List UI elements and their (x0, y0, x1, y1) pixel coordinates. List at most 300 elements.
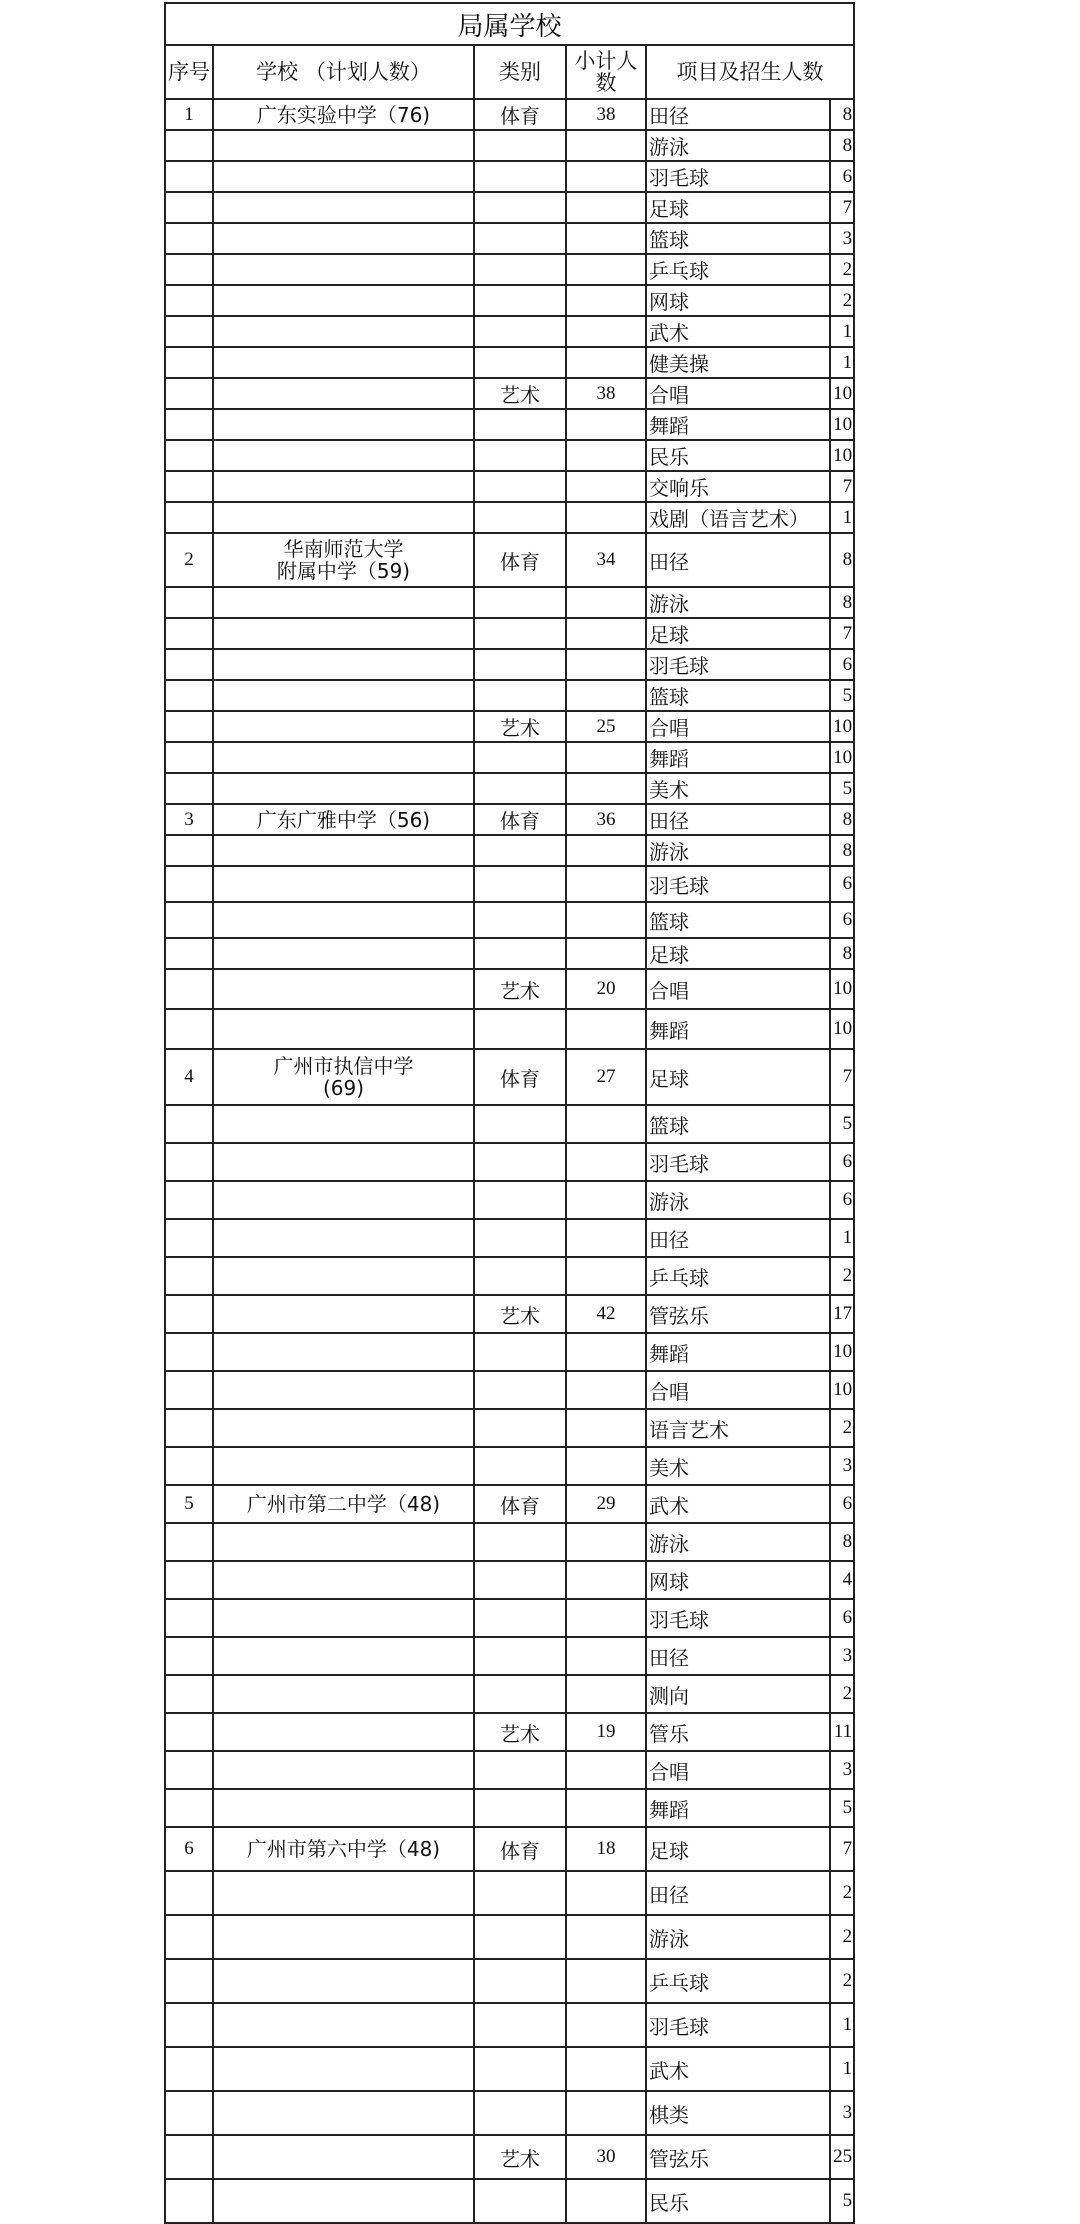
subtotal (566, 1009, 646, 1049)
subtotal (566, 347, 646, 378)
category (474, 440, 566, 471)
school-name-line: 华南师范大学 (283, 537, 404, 561)
table-row (165, 2091, 854, 2135)
item-name: 舞蹈 (646, 1789, 830, 1827)
school-name (213, 1751, 474, 1789)
row-number (165, 2003, 213, 2047)
subtotal: 18 (566, 1827, 646, 1871)
subtotal (566, 1637, 646, 1675)
school-name (213, 533, 474, 587)
category: 体育 (474, 1485, 566, 1523)
category (474, 1751, 566, 1789)
item-name: 合唱 (646, 1371, 830, 1409)
school-name (213, 223, 474, 254)
school-name-line-2: 附属中学（59) (276, 559, 411, 583)
header-row (165, 45, 854, 99)
item-count: 2 (830, 1409, 854, 1447)
school-name (213, 1049, 474, 1105)
category (474, 192, 566, 223)
row-number (165, 130, 213, 161)
item-count: 3 (830, 1447, 854, 1485)
table-row (165, 1599, 854, 1637)
school-name (213, 804, 474, 835)
subtotal (566, 1959, 646, 2003)
subtotal (566, 649, 646, 680)
category (474, 2091, 566, 2135)
item-count: 2 (830, 1871, 854, 1915)
item-count: 6 (830, 161, 854, 192)
item-count: 3 (830, 1751, 854, 1789)
subtotal (566, 1219, 646, 1257)
table-row (165, 1009, 854, 1049)
item-count: 1 (830, 347, 854, 378)
item-name: 游泳 (646, 1523, 830, 1561)
item-count: 1 (830, 2047, 854, 2091)
category: 艺术 (474, 1713, 566, 1751)
table-row (165, 1915, 854, 1959)
item-count: 2 (830, 1915, 854, 1959)
row-number (165, 1561, 213, 1599)
category: 艺术 (474, 1295, 566, 1333)
item-name: 游泳 (646, 835, 830, 866)
school-name-line: 广东实验中学（76) (256, 102, 431, 127)
item-count: 1 (830, 502, 854, 533)
category (474, 471, 566, 502)
subtotal (566, 618, 646, 649)
header-school: 学校 （计划人数） (213, 45, 474, 99)
row-number (165, 969, 213, 1009)
item-count: 5 (830, 2179, 854, 2223)
category (474, 316, 566, 347)
item-count: 8 (830, 804, 854, 835)
table-row (165, 969, 854, 1009)
subtotal (566, 902, 646, 938)
table-row (165, 254, 854, 285)
category (474, 1371, 566, 1409)
item-count: 5 (830, 773, 854, 804)
category (474, 1871, 566, 1915)
item-name: 乒乓球 (646, 254, 830, 285)
row-number (165, 1409, 213, 1447)
table-row (165, 938, 854, 969)
item-name: 田径 (646, 1871, 830, 1915)
subtotal (566, 2179, 646, 2223)
item-count: 5 (830, 1105, 854, 1143)
header-subtotal: 小计人数 (566, 45, 646, 99)
row-number (165, 471, 213, 502)
table-row (165, 1257, 854, 1295)
category (474, 902, 566, 938)
category (474, 223, 566, 254)
category (474, 1257, 566, 1295)
row-number (165, 938, 213, 969)
school-name (213, 1561, 474, 1599)
school-name (213, 2179, 474, 2223)
subtotal: 36 (566, 804, 646, 835)
item-count: 2 (830, 254, 854, 285)
table-row (165, 1049, 854, 1105)
category (474, 161, 566, 192)
item-name: 篮球 (646, 680, 830, 711)
category: 艺术 (474, 969, 566, 1009)
category (474, 130, 566, 161)
category (474, 742, 566, 773)
item-count: 10 (830, 742, 854, 773)
row-number: 3 (165, 804, 213, 835)
table-row (165, 533, 854, 587)
item-name: 舞蹈 (646, 742, 830, 773)
item-count: 7 (830, 1049, 854, 1105)
row-number (165, 773, 213, 804)
item-count: 6 (830, 902, 854, 938)
row-number: 4 (165, 1049, 213, 1105)
row-number (165, 1181, 213, 1219)
school-name (213, 130, 474, 161)
table-row (165, 1333, 854, 1371)
item-name: 合唱 (646, 378, 830, 409)
table-row (165, 1523, 854, 1561)
subtotal (566, 1871, 646, 1915)
item-name: 美术 (646, 1447, 830, 1485)
school-name (213, 680, 474, 711)
item-name: 足球 (646, 1827, 830, 1871)
header-items: 项目及招生人数 (646, 45, 854, 99)
item-name: 舞蹈 (646, 1009, 830, 1049)
row-number (165, 1675, 213, 1713)
subtotal (566, 2003, 646, 2047)
row-number (165, 866, 213, 902)
item-name: 羽毛球 (646, 1143, 830, 1181)
school-name (213, 2091, 474, 2135)
subtotal (566, 440, 646, 471)
item-name: 游泳 (646, 130, 830, 161)
school-name (213, 1219, 474, 1257)
table-row (165, 1181, 854, 1219)
item-name: 羽毛球 (646, 866, 830, 902)
item-count: 4 (830, 1561, 854, 1599)
row-number (165, 711, 213, 742)
table-row (165, 773, 854, 804)
table-row (165, 618, 854, 649)
category (474, 1181, 566, 1219)
item-name: 合唱 (646, 969, 830, 1009)
item-name: 合唱 (646, 711, 830, 742)
category: 艺术 (474, 378, 566, 409)
subtotal (566, 835, 646, 866)
school-name (213, 1915, 474, 1959)
item-count: 7 (830, 471, 854, 502)
item-name: 交响乐 (646, 471, 830, 502)
category (474, 1789, 566, 1827)
school-name (213, 1789, 474, 1827)
school-name (213, 1143, 474, 1181)
item-name: 田径 (646, 1637, 830, 1675)
row-number (165, 2047, 213, 2091)
category (474, 1561, 566, 1599)
table-row (165, 804, 854, 835)
item-count: 8 (830, 99, 854, 130)
item-count: 1 (830, 2003, 854, 2047)
item-name: 戏剧（语言艺术） (646, 502, 830, 533)
subtotal (566, 254, 646, 285)
table-row (165, 440, 854, 471)
item-count: 8 (830, 587, 854, 618)
row-number (165, 161, 213, 192)
subtotal (566, 409, 646, 440)
row-number (165, 1915, 213, 1959)
school-name (213, 587, 474, 618)
school-name-line-2: (69) (322, 1076, 365, 1100)
item-name: 篮球 (646, 902, 830, 938)
school-name (213, 347, 474, 378)
item-name: 游泳 (646, 1915, 830, 1959)
item-count: 6 (830, 1181, 854, 1219)
row-number (165, 378, 213, 409)
category (474, 866, 566, 902)
category: 艺术 (474, 711, 566, 742)
category (474, 1637, 566, 1675)
category (474, 409, 566, 440)
table-row (165, 1827, 854, 1871)
row-number: 6 (165, 1827, 213, 1871)
table-row (165, 1409, 854, 1447)
item-name: 武术 (646, 1485, 830, 1523)
item-count: 5 (830, 680, 854, 711)
item-name: 民乐 (646, 440, 830, 471)
row-number (165, 254, 213, 285)
item-count: 10 (830, 1371, 854, 1409)
table-row (165, 902, 854, 938)
item-count: 10 (830, 711, 854, 742)
item-name: 足球 (646, 938, 830, 969)
category (474, 1915, 566, 1959)
row-number (165, 1713, 213, 1751)
category (474, 1447, 566, 1485)
row-number (165, 618, 213, 649)
item-name: 管乐 (646, 1713, 830, 1751)
item-name: 田径 (646, 99, 830, 130)
item-name: 棋类 (646, 2091, 830, 2135)
table-row (165, 99, 854, 130)
item-count: 5 (830, 1789, 854, 1827)
item-count: 8 (830, 938, 854, 969)
row-number (165, 1599, 213, 1637)
row-number (165, 316, 213, 347)
row-number (165, 1523, 213, 1561)
school-name (213, 192, 474, 223)
item-name: 游泳 (646, 587, 830, 618)
row-number: 1 (165, 99, 213, 130)
school-name-line: 广东广雅中学（56) (256, 807, 431, 832)
category (474, 680, 566, 711)
table-row (165, 1219, 854, 1257)
school-name (213, 1959, 474, 2003)
item-name: 羽毛球 (646, 649, 830, 680)
school-name (213, 711, 474, 742)
school-name (213, 1871, 474, 1915)
item-count: 17 (830, 1295, 854, 1333)
school-name (213, 316, 474, 347)
item-count: 6 (830, 649, 854, 680)
item-name: 足球 (646, 1049, 830, 1105)
item-count: 7 (830, 618, 854, 649)
subtotal (566, 1257, 646, 1295)
table-row (165, 1675, 854, 1713)
item-count: 1 (830, 1219, 854, 1257)
table-row (165, 378, 854, 409)
table-row (165, 587, 854, 618)
table-row (165, 1789, 854, 1827)
table-row (165, 1751, 854, 1789)
item-count: 8 (830, 835, 854, 866)
item-count: 2 (830, 1959, 854, 2003)
item-name: 游泳 (646, 1181, 830, 1219)
item-name: 篮球 (646, 223, 830, 254)
table-row (165, 1447, 854, 1485)
subtotal (566, 680, 646, 711)
table-row (165, 223, 854, 254)
table-row (165, 2047, 854, 2091)
table-row (165, 409, 854, 440)
subtotal (566, 1105, 646, 1143)
subtotal: 29 (566, 1485, 646, 1523)
subtotal (566, 285, 646, 316)
subtotal (566, 1789, 646, 1827)
category (474, 1333, 566, 1371)
school-name (213, 773, 474, 804)
item-count: 2 (830, 1257, 854, 1295)
category (474, 773, 566, 804)
school-name (213, 1371, 474, 1409)
subtotal (566, 192, 646, 223)
item-count: 10 (830, 378, 854, 409)
school-name (213, 1257, 474, 1295)
row-number (165, 2179, 213, 2223)
item-name: 舞蹈 (646, 409, 830, 440)
school-name (213, 1485, 474, 1523)
table-row (165, 347, 854, 378)
school-name (213, 938, 474, 969)
category (474, 254, 566, 285)
category (474, 618, 566, 649)
table-row (165, 1143, 854, 1181)
item-count: 3 (830, 223, 854, 254)
subtotal (566, 502, 646, 533)
item-name: 足球 (646, 618, 830, 649)
school-name (213, 440, 474, 471)
school-name (213, 1599, 474, 1637)
school-name (213, 835, 474, 866)
subtotal (566, 1447, 646, 1485)
item-count: 10 (830, 409, 854, 440)
item-name: 舞蹈 (646, 1333, 830, 1371)
subtotal (566, 742, 646, 773)
school-name (213, 1295, 474, 1333)
school-name (213, 99, 474, 130)
item-count: 10 (830, 1009, 854, 1049)
item-count: 6 (830, 1599, 854, 1637)
category (474, 502, 566, 533)
item-name: 羽毛球 (646, 2003, 830, 2047)
school-name (213, 649, 474, 680)
subtotal (566, 1333, 646, 1371)
item-name: 管弦乐 (646, 2135, 830, 2179)
school-name-line: 广州市执信中学 (273, 1054, 414, 1078)
school-name (213, 2003, 474, 2047)
item-count: 6 (830, 1143, 854, 1181)
category (474, 1105, 566, 1143)
row-number (165, 192, 213, 223)
row-number (165, 1871, 213, 1915)
subtotal (566, 1675, 646, 1713)
row-number: 2 (165, 533, 213, 587)
row-number (165, 902, 213, 938)
table-row (165, 1105, 854, 1143)
item-count: 10 (830, 969, 854, 1009)
category (474, 1143, 566, 1181)
table-row (165, 711, 854, 742)
school-name (213, 1827, 474, 1871)
row-number (165, 1959, 213, 2003)
category (474, 649, 566, 680)
school-name (213, 1523, 474, 1561)
subtotal (566, 223, 646, 254)
row-number (165, 223, 213, 254)
table-row (165, 1561, 854, 1599)
row-number (165, 440, 213, 471)
item-count: 2 (830, 1675, 854, 1713)
table-row (165, 2179, 854, 2223)
row-number (165, 502, 213, 533)
category (474, 1959, 566, 2003)
category (474, 1009, 566, 1049)
row-number (165, 835, 213, 866)
category (474, 1409, 566, 1447)
title-row (165, 3, 854, 45)
school-name (213, 502, 474, 533)
category (474, 347, 566, 378)
table-body (165, 99, 854, 2223)
table-row (165, 680, 854, 711)
table-row (165, 866, 854, 902)
row-number (165, 1219, 213, 1257)
item-count: 3 (830, 1637, 854, 1675)
school-name (213, 1447, 474, 1485)
item-count: 7 (830, 1827, 854, 1871)
row-number (165, 1751, 213, 1789)
item-count: 11 (830, 1713, 854, 1751)
school-name (213, 969, 474, 1009)
row-number (165, 1257, 213, 1295)
subtotal: 42 (566, 1295, 646, 1333)
table-row (165, 1959, 854, 2003)
item-name: 乒乓球 (646, 1257, 830, 1295)
category (474, 587, 566, 618)
school-name (213, 902, 474, 938)
item-name: 网球 (646, 1561, 830, 1599)
item-count: 1 (830, 316, 854, 347)
school-name (213, 742, 474, 773)
school-name (213, 1637, 474, 1675)
item-count: 6 (830, 1485, 854, 1523)
item-name: 篮球 (646, 1105, 830, 1143)
school-name (213, 2047, 474, 2091)
row-number (165, 1143, 213, 1181)
header-category: 类别 (474, 45, 566, 99)
row-number (165, 1295, 213, 1333)
subtotal (566, 1371, 646, 1409)
row-number (165, 587, 213, 618)
